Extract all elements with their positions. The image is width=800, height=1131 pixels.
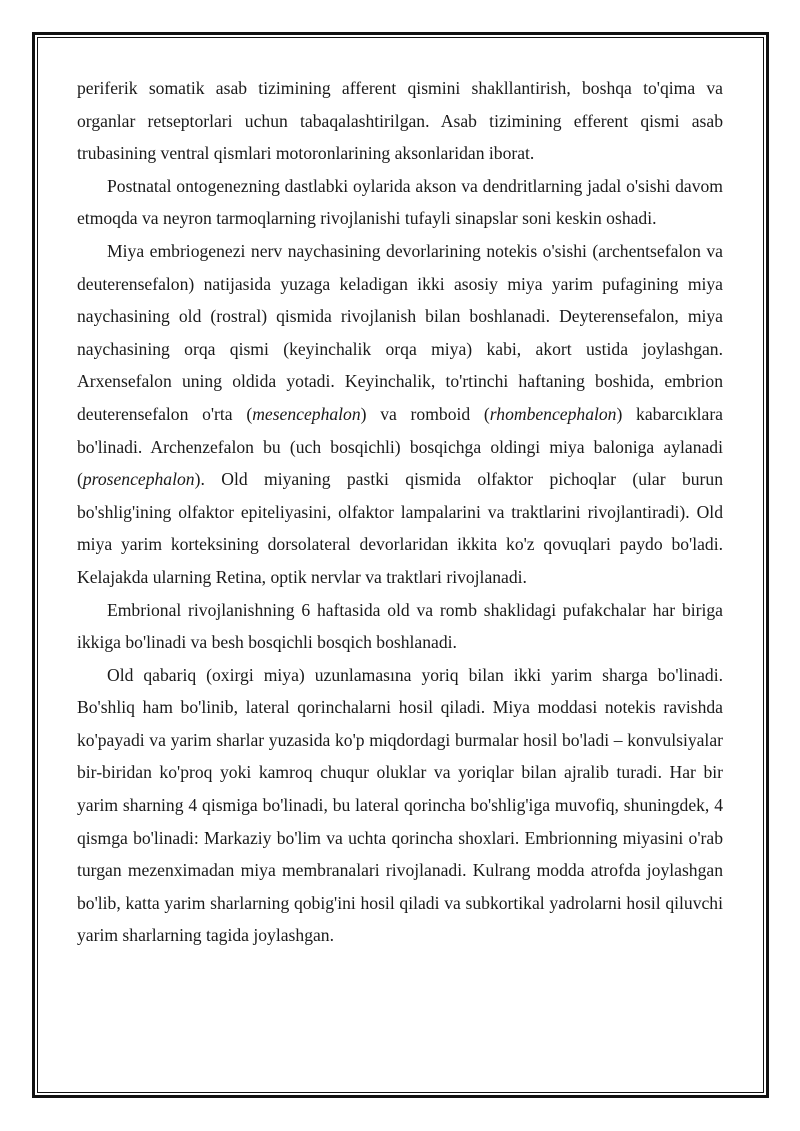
paragraph xyxy=(77,659,723,952)
paragraph xyxy=(77,170,723,235)
document-body xyxy=(77,72,723,952)
paragraph xyxy=(77,594,723,659)
paragraph xyxy=(77,235,723,594)
italic-term: prosencephalon xyxy=(82,469,195,490)
text-run: ) va romboid ( xyxy=(360,403,490,424)
text-run: periferik somatik asab tizimining afferent qismini shakllantirish, boshqa to'qima va organlar retseptorlari uchun tabaqalashtirilgan. Asab tizimining efferent qismi asab trubasining ventral qismlari motoronlarining aksonlaridan iborat. xyxy=(77,78,723,164)
text-run: Postnatal ontogenezning dastlabki oylarida akson va dendritlarning jadal o'sishi davom etmoqda va neyron tarmoqlarning rivojlanishi tufayli sinapslar soni keskin oshadi. xyxy=(77,175,723,229)
text-run: ) kabarcıklara bo'linadi. Archenzefalon bu (uch bosqichli) bosqichga oldingi miya baloniga aylanadi ( xyxy=(77,403,723,490)
text-run: Miya embriogenezi nerv naychasining devorlarining notekis o'sishi (archentsefalon va deuterensefalon) natijasida yuzaga keladigan ikki asosiy miya yarim pufagining miya naychasining old (rostral) qismida rivojlanish bilan boshlanadi. Deyterensefalon, miya naychasining orqa qismi (keyinchalik orqa miya) kabi, akort ustida joylashgan. Arxensefalon uning oldida yotadi. Keyinchalik, to'rtinchi haftaning boshida, embrion deuterensefalon o'rta ( xyxy=(77,240,723,424)
paragraph xyxy=(77,72,723,170)
italic-term: mesencephalon xyxy=(252,403,361,424)
text-run: Old qabariq (oxirgi miya) uzunlamasına yoriq bilan ikki yarim sharga bo'linadi. Bo'shliq ham bo'linib, lateral qorinchalarni hosil qiladi. Miya moddasi notekis ravishda ko'payadi va yarim sharlar yuzasida ko'p miqdordagi burmalar hosil bo'ladi – konvulsiyalar bir-biridan ko'proq yoki kamroq chuqur oluklar va yoriqlar bilan ajralib turadi. Har bir yarim sharning 4 qismiga bo'linadi, bu lateral qorincha bo'shlig'iga muvofiq, shuningdek, 4 qismga bo'linadi: Markaziy bo'lim va uchta qorincha shoxlari. Embrionning miyasini o'rab turgan mezenximadan miya membranalari rivojlanadi. Kulrang modda atrofda joylashgan bo'lib, katta yarim sharlarning qobig'ini hosil qiladi va subkortikal yadrolarni hosil qiluvchi yarim sharlarning tagida joylashgan. xyxy=(77,664,723,946)
italic-term: rhombencephalon xyxy=(489,403,617,424)
text-run: Embrional rivojlanishning 6 haftasida old va romb shaklidagi pufakchalar har biriga ikkiga bo'linadi va besh bosqichli bosqich boshlanadi. xyxy=(77,599,723,653)
text-run: ). Old miyaning pastki qismida olfaktor pichoqlar (ular burun bo'shlig'ining olfaktor epiteliyasini, olfaktor lampalarini va traktlarini rivojlantiradi). Old miya yarim korteksining dorsolateral devorlaridan ikkita ko'z qovuqlari paydo bo'ladi. Kelajakda ularning Retina, optik nervlar va traktlari rivojlanadi. xyxy=(77,469,723,587)
